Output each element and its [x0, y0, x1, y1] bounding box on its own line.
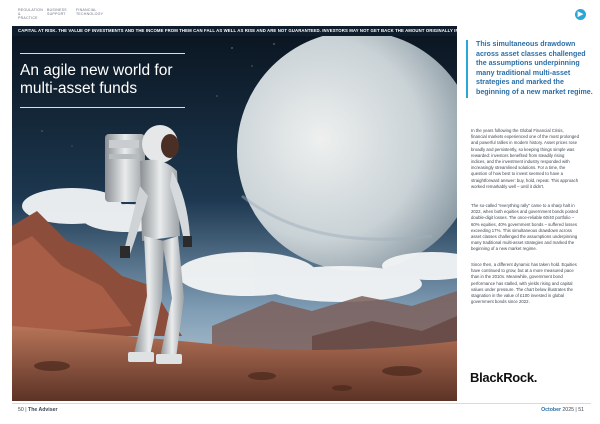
hero-illustration	[12, 36, 457, 401]
section-nav	[18, 8, 104, 21]
body-paragraph-3: Since then, a different dynamic has taken hold. Equities have continued to grow, but at a more measured pace than in the 2010s. Meanwhile, government bond performance has stalled, with yields rising and capital values under pressure. The chart below illustrates the stagnation in the value of £100 invested in global government bonds since 2022.	[471, 262, 577, 305]
title-rule-bottom	[20, 107, 185, 108]
footer-right: October 2025 | 51	[541, 407, 584, 413]
nav-item-regulation[interactable]: REGULATION & PRACTICE	[18, 8, 44, 21]
blackrock-logo: BlackRock.	[470, 370, 538, 385]
issue-month: October	[541, 407, 561, 413]
page-number-right: 51	[578, 407, 584, 413]
page-number-left: 50	[18, 407, 24, 413]
pull-quote	[466, 40, 594, 98]
body-paragraph-2: The so-called "everything rally" came to a sharp halt in 2022, when both equities and government bonds posted double-digit losses. The once-reliable 60/40 portfolio – 60% equities, 40% government bonds – suffered losses exceeding 17%. This simultaneous drawdown across asset classes challenged the assumptions underpinning many traditional multi-asset strategies and marked the beginning of a new market regime.	[471, 203, 579, 252]
issue-year: 2025	[562, 407, 574, 413]
risk-warning-text: CAPITAL AT RISK. THE VALUE OF INVESTMENTS AND THE INCOME FROM THEM CAN FALL AS WELL AS RISE AND ARE NOT GUARANTEED. INVESTORS MAY NOT GET BACK THE AMOUNT ORIGINALLY INVESTED.	[18, 28, 478, 33]
publication-name: The Adviser	[28, 407, 58, 413]
top-header	[0, 0, 600, 26]
nav-item-business-support[interactable]: BUSINESS SUPPORT	[47, 8, 67, 17]
title-rule-top	[20, 53, 185, 54]
footer-left: 50 | The Adviser	[18, 407, 58, 413]
brand-badge-icon[interactable]: ▶	[575, 9, 586, 20]
nav-item-financial-technology[interactable]: FINANCIAL TECHNOLOGY	[76, 8, 104, 17]
pull-quote-text: This simultaneous drawdown across asset classes challenged the assumptions underpinning many traditional multi-asset strategies and marked the beginning of a new market regime.	[476, 40, 593, 96]
body-paragraph-1: In the years following the Global Financial Crisis, financial markets experienced one of the most prolonged and powerful rallies in modern history. Asset prices rose broadly and persistently, so keeping things simple was rewarded: investors benefited from steadily rising indices, and the investment industry responded with increasingly streamlined solutions. For a time, the question of how best to invest seemed to have a straightforward answer: buy, hold, repeat. This approach worked remarkably well – until it didn't.	[471, 128, 579, 189]
page-title: An agile new world for multi-asset funds	[20, 62, 173, 97]
footer-divider	[12, 403, 591, 404]
risk-warning-banner	[12, 26, 478, 36]
